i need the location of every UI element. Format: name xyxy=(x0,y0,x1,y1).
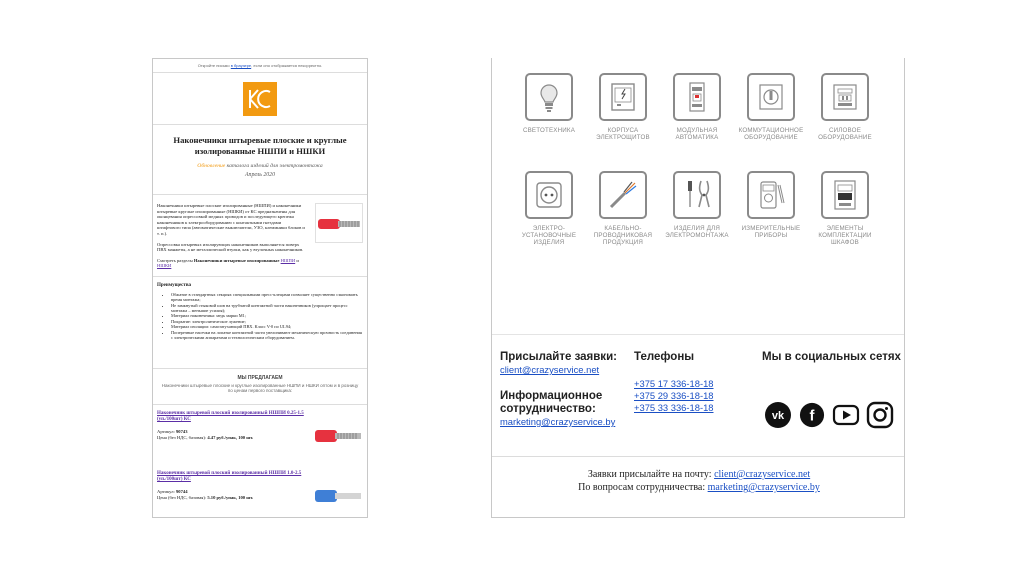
vk-icon[interactable] xyxy=(764,401,792,429)
category-cables[interactable] xyxy=(586,171,660,246)
phone-link[interactable]: +375 17 336-18-18 xyxy=(634,378,714,389)
product-image xyxy=(315,203,363,243)
category-label: КОММУТАЦИОННОЕ ОБОРУДОВАНИЕ xyxy=(738,127,804,141)
red-terminal-image xyxy=(313,425,363,447)
category-modular[interactable] xyxy=(660,73,734,141)
category-power[interactable] xyxy=(808,73,882,141)
product-card-image xyxy=(313,425,363,447)
terminal-image xyxy=(316,204,364,244)
youtube-icon[interactable] xyxy=(832,401,860,429)
product-card xyxy=(153,465,367,518)
offer-text: Наконечники штыревые плоские и круглые изолированные НШПИ и НШКИ оптом и в розницу по ценам первого поставщика: xyxy=(161,383,359,394)
category-label: КАБЕЛЬНО-ПРОВОДНИКОВАЯ ПРОДУКЦИЯ xyxy=(593,225,653,246)
article-label: Артикул: xyxy=(157,489,176,494)
subtitle-highlight: Обновление xyxy=(197,163,226,169)
footer-line-1 xyxy=(492,468,905,481)
phones-title: Телефоны xyxy=(634,351,695,363)
description-paragraph-2: Опрессовка штыревых изолирующих наконечников выполняется поверх ПВХ манжеты, а не металлической втулки, как у втулочных наконечников. xyxy=(157,241,304,253)
product-card-image xyxy=(313,485,363,507)
category-label: СВЕТОТЕХНИКА xyxy=(522,127,576,134)
coop-email-link[interactable]: marketing@crazyservice.by xyxy=(500,416,616,427)
nshki-link[interactable]: НШКИ xyxy=(157,263,172,269)
coop-title: Информационное сотрудничество: xyxy=(500,390,603,415)
footer xyxy=(492,468,905,494)
phone-link[interactable]: +375 29 336-18-18 xyxy=(634,390,714,401)
ks-logo[interactable] xyxy=(243,82,277,116)
social-column xyxy=(762,351,902,364)
top-notice-text-end: , если оно отображается некорректно. xyxy=(251,63,323,68)
category-wiring-devices[interactable] xyxy=(512,171,586,246)
advantage-item: • Материал изоляции: самозатухающий ПВХ. Класс V-0 по UL94; xyxy=(171,324,363,329)
top-notice xyxy=(153,59,367,73)
cable-icon xyxy=(605,177,641,213)
facebook-icon[interactable] xyxy=(798,401,826,429)
description-paragraph-1: Наконечники штыревые плоские изолированные (НШПИ) и наконечники штыревые круглые изолированные (НШКИ) от КС предназначены для оконцевания опрессовкой медных проводов и последующего крепежа наконечников к электрооборудованию с контактными гнездами штифтового типа (автоматические выключатели, УЗО, клеммники блоков и т. п.). xyxy=(157,203,305,236)
advantage-item: • Поперечные насечки на лопатке контактной части увеличивают механическую прочность соединения с электрическими аппаратами и технологическим оборудованием. xyxy=(171,330,363,340)
category-cabinet-parts[interactable] xyxy=(808,171,882,246)
svg-text:vk: vk xyxy=(771,410,785,422)
open-in-browser-link[interactable]: в браузере xyxy=(230,63,252,68)
description-section xyxy=(153,195,367,277)
product-name-link[interactable]: Наконечник штыревой плоский изолированный НШПИ 0.25-1.5 (уп./100шт) КС xyxy=(157,411,304,422)
category-label: ИЗДЕЛИЯ ДЛЯ ЭЛЕКТРОМОНТАЖА xyxy=(665,225,729,239)
advantage-item: • Не замкнутый стыковой шов на трубчатой контактной части наконечников (упрощает процесс монтажа – меньшие усилия); xyxy=(171,303,363,313)
cabinet-parts-icon xyxy=(827,177,863,213)
see-sections-bold: Наконечники штыревые изолированные xyxy=(193,257,280,263)
category-label: ИЗМЕРИТЕЛЬНЫЕ ПРИБОРЫ xyxy=(741,225,801,239)
contacts-section xyxy=(492,335,905,455)
category-grid xyxy=(492,68,905,268)
category-label: ЭЛЕКТРО-УСТАНОВОЧНЫЕ ИЗДЕЛИЯ xyxy=(521,225,577,246)
category-label: ЭЛЕМЕНТЫ КОМПЛЕКТАЦИИ ШКАФОВ xyxy=(818,225,872,246)
breaker-icon xyxy=(679,79,715,115)
newsletter-title: Наконечники штыревые плоские и круглые изолированные НШПИ и НШКИ xyxy=(173,135,347,156)
top-notice-text: Откройте письмо xyxy=(197,63,231,68)
phone-link[interactable]: +375 33 336-18-18 xyxy=(634,402,714,413)
requests-column xyxy=(500,351,630,428)
category-switching[interactable] xyxy=(734,73,808,141)
requests-email-link[interactable]: client@crazyservice.net xyxy=(500,364,600,375)
meter-icon xyxy=(753,177,789,213)
advantage-item: • Обжатие в стандартных секциях специальными пресс-клещами позволяет существенно сэкономить время монтажа; xyxy=(171,292,363,302)
footer-line-2 xyxy=(492,481,905,494)
offer-title: МЫ ПРЕДЛАГАЕМ xyxy=(237,375,283,381)
svg-text:f: f xyxy=(809,408,815,425)
advantages-title: Преимущества xyxy=(157,283,192,288)
newsletter-header xyxy=(153,125,367,195)
social-icons xyxy=(764,401,894,429)
category-label: СИЛОВОЕ ОБОРУДОВАНИЕ xyxy=(818,127,872,141)
newsletter-date: Апрель 2020 xyxy=(245,172,275,178)
newsletter-subtitle xyxy=(159,163,361,169)
category-label: КОРПУСА ЭЛЕКТРОЩИТОВ xyxy=(596,127,650,141)
blue-terminal-image xyxy=(313,485,363,507)
offer-section xyxy=(153,369,367,405)
logo-row xyxy=(153,73,367,125)
price-value: 4.47 руб./упак, 100 шт. xyxy=(207,434,254,440)
switch-icon xyxy=(753,79,789,115)
power-icon xyxy=(827,79,863,115)
and-text: и xyxy=(295,257,299,263)
category-lighting[interactable] xyxy=(512,73,586,134)
instagram-icon[interactable] xyxy=(866,401,894,429)
advantage-item: • Материал наконечника: медь марки М1; xyxy=(171,313,363,318)
price-label: Цена (без НДС, базовая): xyxy=(157,434,208,440)
footer-coop-text: По вопросам сотрудничества: xyxy=(578,482,708,493)
description-paragraph-3 xyxy=(157,258,305,269)
see-sections-text: Смотреть разделы xyxy=(157,257,194,263)
tools-icon xyxy=(679,177,715,213)
cabinet-icon xyxy=(605,79,641,115)
product-card xyxy=(153,405,367,465)
price-label: Цена (без НДС, базовая): xyxy=(157,494,208,500)
social-title: Мы в социальных сетях xyxy=(762,351,901,363)
article-value: 90744 xyxy=(176,489,188,494)
category-meters[interactable] xyxy=(734,171,808,239)
newsletter-left xyxy=(152,58,368,518)
socket-icon xyxy=(531,177,567,213)
phones-column xyxy=(634,351,754,414)
subtitle-rest: каталога изделий для электромонтажа xyxy=(225,163,323,169)
requests-title: Присылайте заявки: xyxy=(500,351,617,363)
price-value: 5.10 руб./упак, 100 шт. xyxy=(207,494,254,500)
advantage-item: • Покрытие: электролитическое лужение; xyxy=(171,319,363,324)
category-installation-tools[interactable] xyxy=(660,171,734,239)
nshpi-link[interactable]: НШПИ xyxy=(280,257,296,263)
footer-divider xyxy=(492,456,905,457)
advantages-section xyxy=(153,277,367,369)
article-label: Артикул: xyxy=(157,429,176,434)
footer-requests-email-link[interactable]: client@crazyservice.net xyxy=(714,469,811,480)
bulb-icon xyxy=(531,79,567,115)
article-value: 90743 xyxy=(176,429,188,434)
footer-coop-email-link[interactable]: marketing@crazyservice.by xyxy=(707,482,820,493)
advantages-list xyxy=(157,292,363,340)
category-enclosures[interactable] xyxy=(586,73,660,141)
ks-logo-mark xyxy=(247,88,273,110)
product-name-link[interactable]: Наконечник штыревой плоский изолированный НШПИ 1.0-2.5 (уп./100шт) КС xyxy=(157,471,302,482)
category-label: МОДУЛЬНАЯ АВТОМАТИКА xyxy=(675,127,719,141)
footer-requests-text: Заявки присылайте на почту: xyxy=(587,469,715,480)
newsletter-right xyxy=(491,58,905,518)
